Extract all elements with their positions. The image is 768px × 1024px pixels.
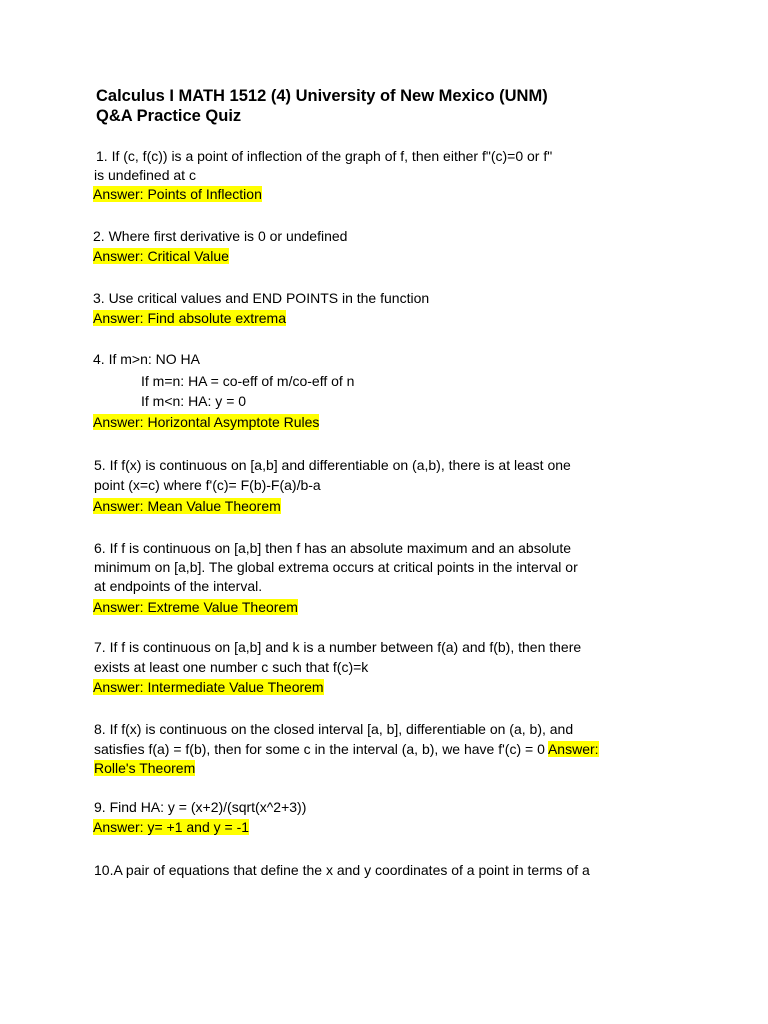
question-1-line-2: is undefined at c — [94, 167, 196, 183]
question-7-line-2: exists at least one number c such that f(c)=k — [94, 659, 369, 675]
document-title — [96, 86, 548, 126]
question-5-line-1: 5. If f(x) is continuous on [a,b] and differentiable on (a,b), there is at least one — [94, 457, 571, 473]
question-9-line-1: 9. Find HA: y = (x+2)/(sqrt(x^2+3)) — [94, 799, 307, 815]
question-2-answer — [93, 247, 229, 265]
question-3-line-1: 3. Use critical values and END POINTS in the function — [93, 290, 430, 306]
title-line-2: Q&A Practice Quiz — [96, 107, 242, 125]
question-1-answer — [93, 185, 262, 203]
answer-highlight: Answer: Critical Value — [93, 248, 229, 264]
question-9-answer — [93, 818, 249, 836]
question-8-line-2-text: satisfies f(a) = f(b), then for some c in the interval (a, b), we have f'(c) = 0 — [94, 741, 548, 757]
answer-highlight: Answer: Intermediate Value Theorem — [93, 679, 324, 695]
answer-highlight: Answer: Points of Inflection — [93, 186, 262, 202]
question-6-line-2: minimum on [a,b]. The global extrema occurs at critical points in the interval or — [94, 559, 578, 575]
question-6-answer — [93, 598, 298, 616]
question-4-line-1: 4. If m>n: NO HA — [93, 351, 200, 367]
answer-highlight: Answer: y= +1 and y = -1 — [93, 819, 250, 835]
question-1-line-1: 1. If (c, f(c)) is a point of inflection of the graph of f, then either f"(c)=0 or f" — [96, 148, 553, 164]
answer-highlight: Answer: Extreme Value Theorem — [93, 599, 298, 615]
question-5-line-2: point (x=c) where f'(c)= F(b)-F(a)/b-a — [94, 477, 321, 493]
question-10-line-1: 10.A pair of equations that define the x and y coordinates of a point in terms of a — [94, 862, 590, 878]
question-6-line-3: at endpoints of the interval. — [94, 578, 263, 594]
title-line-1: Calculus I MATH 1512 (4) University of New Mexico (UNM) — [96, 87, 548, 105]
answer-highlight: Answer: Mean Value Theorem — [93, 498, 281, 514]
question-8-line-1: 8. If f(x) is continuous on the closed interval [a, b], differentiable on (a, b), and — [94, 721, 574, 737]
question-2-line-1: 2. Where first derivative is 0 or undefined — [93, 228, 348, 244]
question-8-line-2 — [94, 740, 599, 758]
question-4-line-3: If m<n: HA: y = 0 — [141, 393, 247, 409]
question-4-line-2: If m=n: HA = co-eff of m/co-eff of n — [141, 373, 355, 389]
answer-highlight: Answer: — [547, 741, 599, 757]
question-8-answer — [94, 759, 195, 777]
question-7-line-1: 7. If f is continuous on [a,b] and k is a number between f(a) and f(b), then there — [94, 639, 582, 655]
question-7-answer — [93, 678, 324, 696]
question-6-line-1: 6. If f is continuous on [a,b] then f has an absolute maximum and an absolute — [94, 540, 572, 556]
question-3-answer — [93, 309, 286, 327]
question-4-answer — [93, 413, 319, 431]
question-5-answer — [93, 497, 281, 515]
answer-highlight: Rolle's Theorem — [94, 760, 196, 776]
answer-highlight: Answer: Horizontal Asymptote Rules — [93, 414, 320, 430]
answer-highlight: Answer: Find absolute extrema — [93, 310, 286, 326]
